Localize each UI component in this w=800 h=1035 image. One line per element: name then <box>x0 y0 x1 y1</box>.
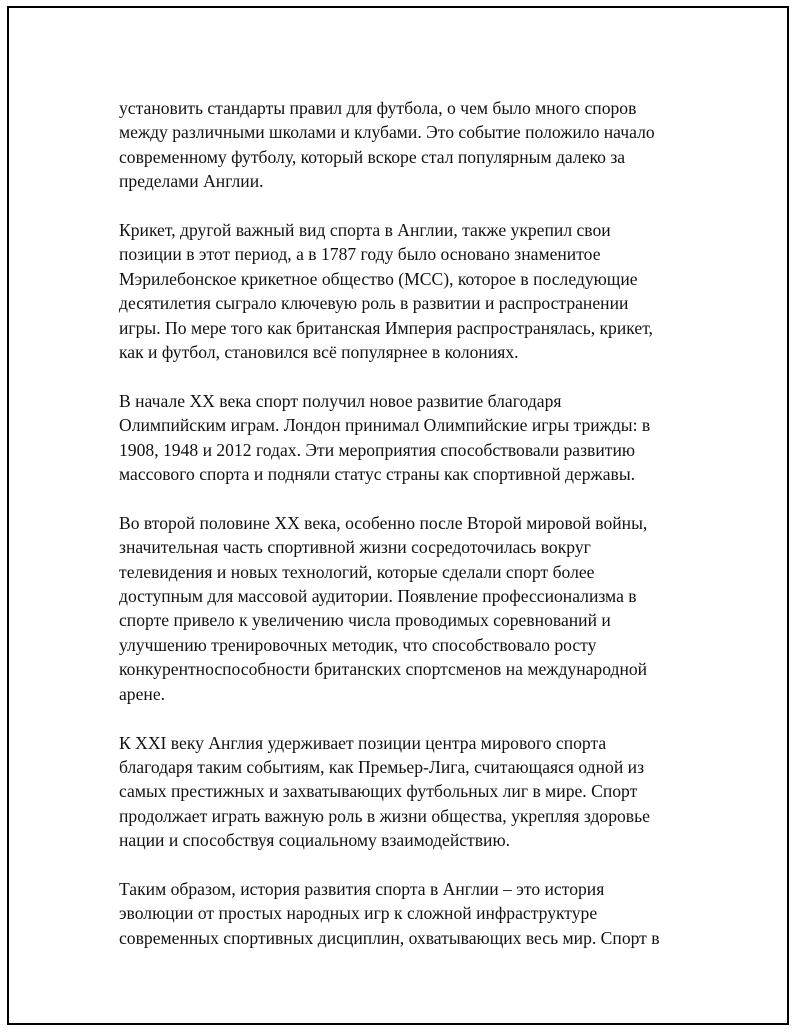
text-line: позиции в этот период, а в 1787 году было основано знаменитое <box>119 244 601 265</box>
text-line: К XXI веку Англия удерживает позиции центра мирового спорта <box>119 732 607 753</box>
text-line: между различными школами и клубами. Это событие положило начало <box>119 122 655 143</box>
text-line: массового спорта и подняли статус страны как спортивной державы. <box>119 464 636 485</box>
text-line: продолжает играть важную роль в жизни общества, укрепляя здоровье <box>119 805 650 826</box>
paragraph <box>119 731 709 853</box>
paragraph <box>119 389 709 487</box>
text-line: Во второй половине XX века, особенно после Второй мировой войны, <box>119 512 648 533</box>
text-line: благодаря таким событиям, как Премьер-Лига, считающаяся одной из <box>119 756 645 777</box>
text-line: Олимпийским играм. Лондон принимал Олимпийские игры трижды: в <box>119 415 651 436</box>
text-line: как и футбол, становился всё популярнее в колониях. <box>119 342 519 363</box>
text-line: самых престижных и захватывающих футбольных лиг в мире. Спорт <box>119 781 638 802</box>
paragraph <box>119 218 709 364</box>
paragraph <box>119 96 709 194</box>
text-line: современному футболу, который вскоре стал популярным далеко за <box>119 146 626 167</box>
text-line: установить стандарты правил для футбола, о чем было много споров <box>119 98 637 118</box>
text-line: пределами Англии. <box>119 171 264 192</box>
document-body <box>119 96 709 975</box>
text-line: эволюции от простых народных игр к сложной инфраструктуре <box>119 903 598 924</box>
text-line: конкурентноспособности британских спортсменов на международной <box>119 659 648 680</box>
text-line: В начале XX века спорт получил новое развитие благодаря <box>119 390 562 411</box>
text-line: современных спортивных дисциплин, охватывающих весь мир. Спорт в <box>119 927 660 948</box>
text-line: Крикет, другой важный вид спорта в Англии, также укрепил свои <box>119 220 611 241</box>
text-line: Таким образом, история развития спорта в Англии – это история <box>119 878 605 899</box>
text-line: десятилетия сыграло ключевую роль в развитии и распространении <box>119 293 629 314</box>
text-line: нации и способствуя социальному взаимодействию. <box>119 830 511 851</box>
text-line: арене. <box>119 683 166 704</box>
text-line: Мэрилебонское крикетное общество (MCC), которое в последующие <box>119 268 638 289</box>
text-line: улучшению тренировочных методик, что способствовало росту <box>119 634 597 655</box>
text-line: спорте привело к увеличению числа проводимых соревнований и <box>119 610 611 631</box>
paragraph <box>119 511 709 706</box>
text-line: доступным для массовой аудитории. Появление профессионализма в <box>119 586 637 607</box>
paragraph <box>119 877 709 950</box>
text-line: игры. По мере того как британская Империя распространялась, крикет, <box>119 317 653 338</box>
text-line: телевидения и новых технологий, которые сделали спорт более <box>119 561 595 582</box>
document-page <box>7 6 789 1025</box>
text-line: 1908, 1948 и 2012 годах. Эти мероприятия способствовали развитию <box>119 439 636 460</box>
text-line: значительная часть спортивной жизни сосредоточилась вокруг <box>119 537 591 558</box>
